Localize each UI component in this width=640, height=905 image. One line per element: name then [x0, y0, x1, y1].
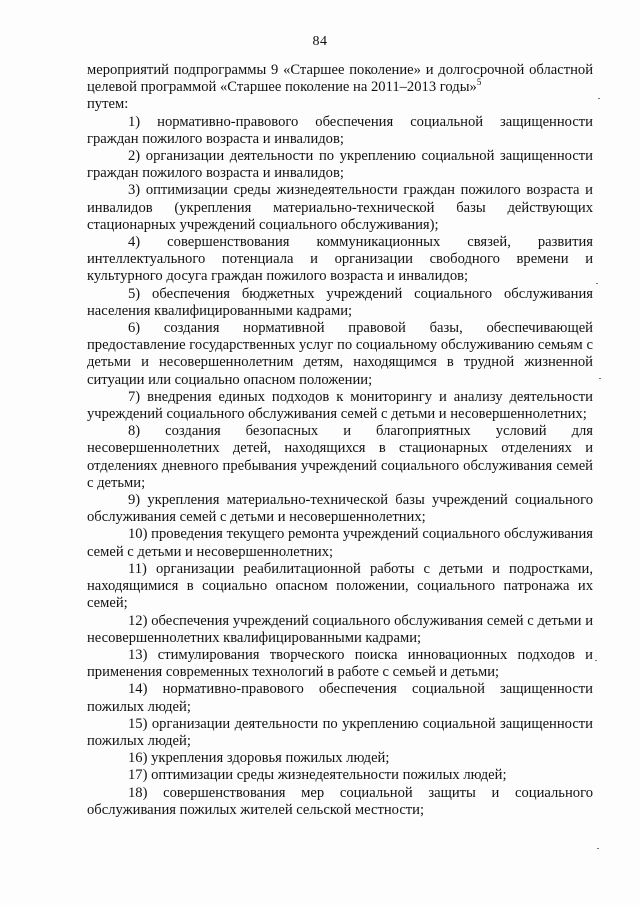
list-item: 7) внедрения единых подходов к мониторингу и анализу деятельности учреждений социального обслуживания семей с детьми и несовершеннолетних;: [87, 388, 593, 423]
intro-text: мероприятий подпрограммы 9 «Старшее поколение» и долгосрочной областной целевой программой «Старшее поколение на 2011–2013 годы»: [87, 62, 593, 96]
intro-tail: путем:: [87, 96, 129, 113]
scan-speck: [598, 98, 600, 99]
page-number: 84: [312, 34, 328, 49]
list-item: 16) укрепления здоровья пожилых людей;: [128, 750, 390, 767]
scan-speck: [595, 660, 597, 661]
list-item: 18) совершенствования мер социальной защиты и социального обслуживания пожилых жителей сельской местности;: [87, 784, 593, 818]
list-item: 2) организации деятельности по укреплению социальной защищенности граждан пожилого возраста и инвалидов;: [87, 148, 593, 182]
list-item: 5) обеспечения бюджетных учреждений социального обслуживания населения квалифицированными кадрами;: [87, 285, 593, 319]
scan-speck: [597, 848, 599, 849]
footnote-reference: 5: [476, 77, 482, 88]
list-item: 6) создания нормативной правовой базы, обеспечивающей предоставление государственных услуг по социальному обслуживанию семьям с детьми и несовершеннолетним детям, находящимся в трудной жизненной ситуации или социально опасном положении;: [87, 320, 593, 388]
scan-speck: [599, 378, 601, 379]
list-item: 3) оптимизации среды жизнедеятельности граждан пожилого возраста и инвалидов (укрепления материально-технической базы действующих стационарных учреждений социального обслуживания);: [87, 182, 593, 233]
list-item: 4) совершенствования коммуникационных связей, развития интеллектуального потенциала и организации свободного времени и культурного досуга граждан пожилого возраста и инвалидов;: [87, 234, 593, 285]
document-body: [87, 62, 593, 819]
list-item: 10) проведения текущего ремонта учреждений социального обслуживания семей с детьми и несовершеннолетних;: [87, 526, 593, 560]
list-item: 1) нормативно-правового обеспечения социальной защищенности граждан пожилого возраста и инвалидов;: [87, 113, 593, 147]
list-item: 9) укрепления материально-технической базы учреждений социального обслуживания семей с детьми и несовершеннолетних;: [87, 492, 593, 526]
list-item: 14) нормативно-правового обеспечения социальной защищенности пожилых людей;: [87, 681, 593, 715]
list-item: 11) организации реабилитационной работы с детьми и подростками, находящимися в социально опасном положении, социального патронажа их семей;: [87, 560, 593, 612]
intro-paragraph: [87, 62, 593, 114]
list-item: 8) создания безопасных и благоприятных условий для несовершеннолетних детей, находящихся в стационарных отделениях и отделениях дневного пребывания учреждений социального обслуживания семей с детьми;: [87, 423, 593, 491]
list-item: 12) обеспечения учреждений социального обслуживания семей с детьми и несовершеннолетних квалифицированными кадрами;: [87, 612, 593, 646]
list-item: 13) стимулирования творческого поиска инновационных подходов и применения современных технологий в работе с семьей и детьми;: [87, 646, 593, 681]
scan-speck: [596, 283, 598, 284]
list-item: 15) организации деятельности по укреплению социальной защищенности пожилых людей;: [87, 715, 593, 749]
list-item: 17) оптимизации среды жизнедеятельности пожилых людей;: [128, 767, 507, 784]
